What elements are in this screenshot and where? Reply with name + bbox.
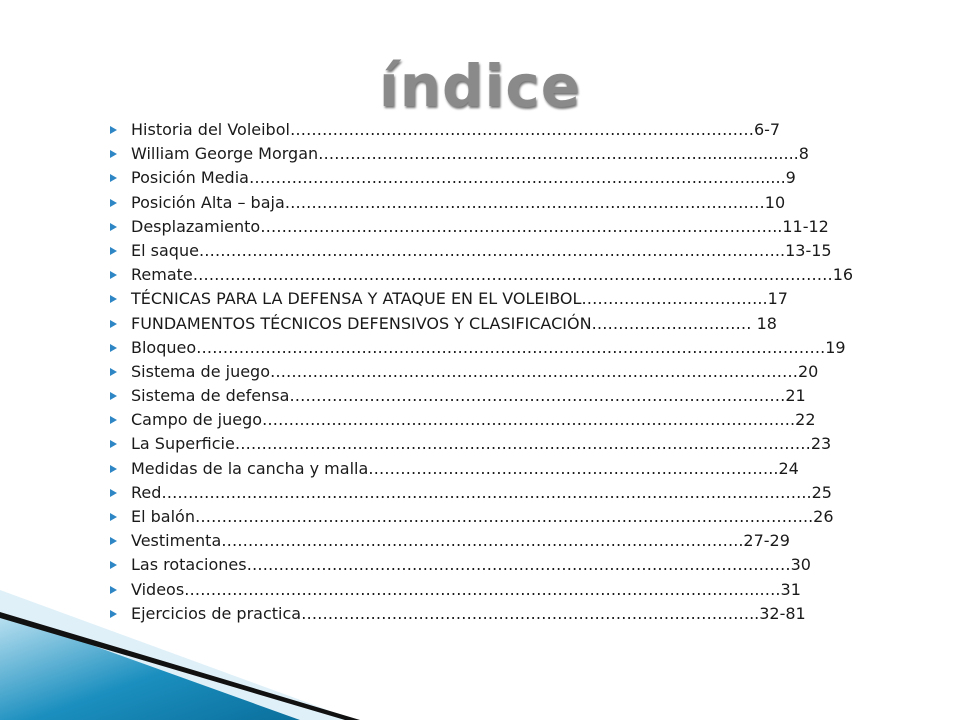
triangle-bullet-icon <box>110 392 117 400</box>
triangle-bullet-icon <box>110 223 117 231</box>
triangle-bullet-icon <box>110 174 117 182</box>
triangle-bullet-icon <box>110 199 117 207</box>
triangle-bullet-icon <box>110 368 117 376</box>
toc-item <box>110 239 950 263</box>
toc-entry: Vestimenta……………………………………………………………………………………..27-29 <box>131 531 790 551</box>
toc-entry: TÉCNICAS PARA LA DEFENSA Y ATAQUE EN EL VOLEIBOL……………………………..17 <box>131 289 788 309</box>
triangle-bullet-icon <box>110 247 117 255</box>
triangle-bullet-icon <box>110 465 117 473</box>
toc-entry: El saque………………………………………………………………………………………………..13-15 <box>131 240 832 260</box>
toc-entry: Posición Media…………………………………………………………………………………........9 <box>131 168 796 188</box>
toc-entry: Campo de juego……………………………………………………………………………………….22 <box>131 410 816 430</box>
toc-item <box>110 142 950 166</box>
triangle-bullet-icon <box>110 126 117 134</box>
toc-item <box>110 432 950 456</box>
toc-item <box>110 287 950 311</box>
toc-entry: FUNDAMENTOS TÉCNICOS DEFENSIVOS Y CLASIFICACIÓN………………………… 18 <box>131 313 777 333</box>
triangle-bullet-icon <box>110 295 117 303</box>
toc-entry: Videos……………………………………………………………………………………………...….31 <box>131 579 801 599</box>
toc-entry: Desplazamiento……………………………………………………………………………………..11-12 <box>131 216 829 236</box>
toc-entry: Sistema de juego………………………………………………………………………………………20 <box>131 361 819 381</box>
toc-entry: William George Morgan………………………………………………………………...................8 <box>131 144 809 164</box>
toc-item <box>110 408 950 432</box>
triangle-bullet-icon <box>110 150 117 158</box>
toc-entry: La Superficie………………………………………………………………………………………………23 <box>131 434 832 454</box>
toc-entry: Bloqueo……………………………………………………………………………………………………….19 <box>131 337 846 357</box>
toc-entry: Sistema de defensa…………………………………………………………………………………21 <box>131 386 806 406</box>
toc-entry: El balón……………………………………………………………………………………………………..26 <box>131 507 834 526</box>
triangle-bullet-icon <box>110 440 117 448</box>
triangle-bullet-icon <box>110 489 117 497</box>
toc-item <box>110 263 950 287</box>
triangle-bullet-icon <box>110 416 117 424</box>
toc-item <box>110 312 950 336</box>
toc-item <box>110 336 950 360</box>
toc-item <box>110 384 950 408</box>
toc-entry: Medidas de la cancha y malla…………………………………………………………………..24 <box>131 458 799 478</box>
toc-item <box>110 481 950 505</box>
toc-item <box>110 215 950 239</box>
triangle-bullet-icon <box>110 344 117 352</box>
toc-item <box>110 118 950 142</box>
toc-item <box>110 457 950 481</box>
toc-entry: Ejercicios de practica…………………………………………………………………………..32-81 <box>131 603 806 623</box>
toc-item <box>110 166 950 190</box>
toc-item <box>110 360 950 384</box>
corner-decoration <box>0 520 360 720</box>
toc-entry: Red…………………………………………………………………………………………………………..25 <box>131 482 832 502</box>
triangle-bullet-icon <box>110 271 117 279</box>
toc-entry: Remate…………………………………………………………………………………………………………16 <box>131 265 854 285</box>
page-title: índice <box>378 52 582 120</box>
toc-entry: Las rotaciones…………………………………………………………………………………………30 <box>131 555 811 575</box>
toc-item <box>110 191 950 215</box>
toc-entry: Historia del Voleibol……………………………………………………………………………6-7 <box>131 120 781 139</box>
toc-entry: Posición Alta – baja………………………………………………………………………………10 <box>131 192 786 212</box>
triangle-bullet-icon <box>110 320 117 328</box>
